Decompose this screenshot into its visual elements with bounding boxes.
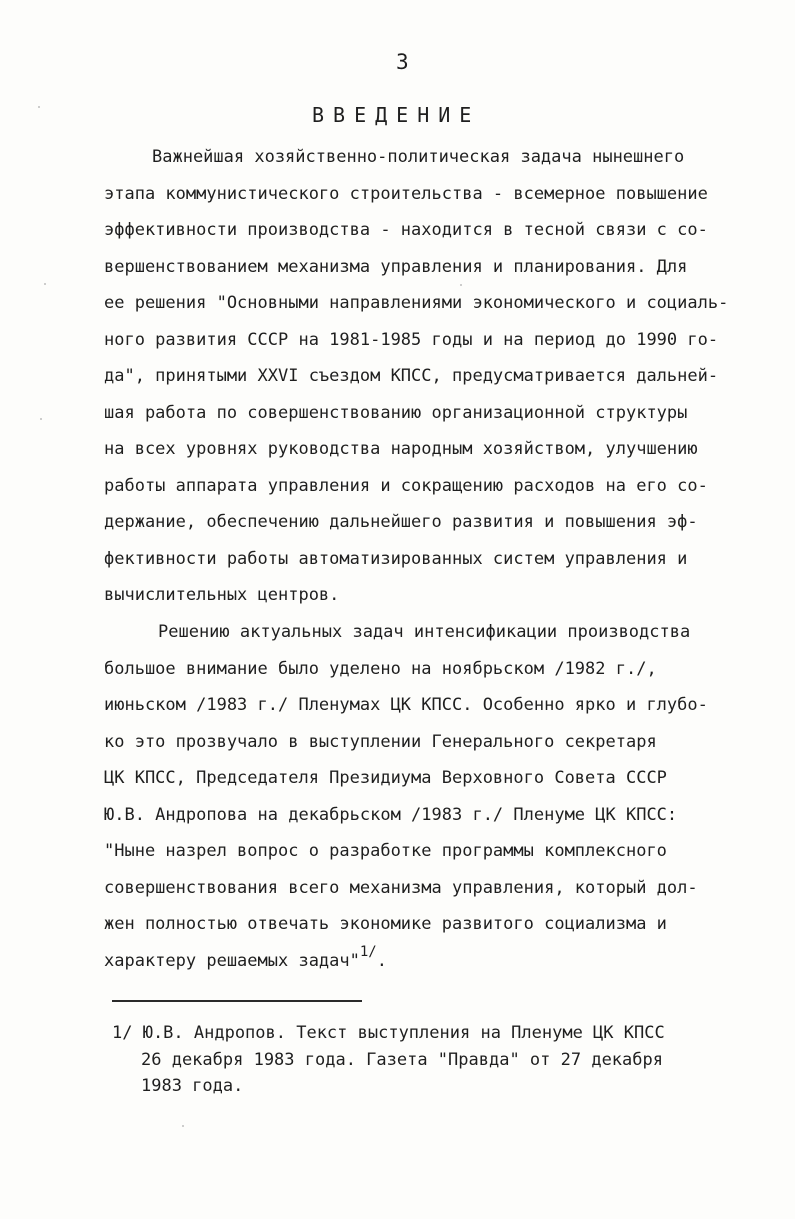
body-line: Ю.В. Андропова на декабрьском /1983 г./ Пленуме ЦК КПСС: — [104, 805, 678, 825]
body-line: фективности работы автоматизированных систем управления и — [104, 549, 688, 569]
footnote-divider — [112, 1000, 362, 1002]
body-line: большое внимание было уделено на ноябрьском /1982 г./, — [104, 659, 657, 679]
body-line: Решению актуальных задач интенсификации производства — [158, 622, 691, 642]
body-line-text: характеру решаемых задач" — [104, 951, 360, 971]
scan-speck — [460, 284, 462, 286]
footnote-line: 26 декабря 1983 года. Газета "Правда" от 27 декабря — [141, 1050, 663, 1070]
scan-speck — [38, 106, 40, 108]
body-line: "Ныне назрел вопрос о разработке программы комплексного — [104, 841, 667, 861]
body-line: совершенствования всего механизма управления, который дол- — [104, 878, 698, 898]
body-line: да", принятыми XXVI съездом КПСС, предусматривается дальней- — [104, 366, 719, 386]
body-line: жен полностью отвечать экономике развитого социализма и — [104, 914, 667, 934]
body-line: держание, обеспечению дальнейшего развития и повышения эф- — [104, 512, 698, 532]
scan-speck — [182, 1125, 184, 1127]
body-line: на всех уровнях руководства народным хозяйством, улучшению — [104, 439, 698, 459]
page-title: ВВЕДЕНИЕ — [312, 103, 481, 127]
body-line: июньском /1983 г./ Пленумах ЦК КПСС. Особенно ярко и глубо- — [104, 695, 708, 715]
body-line: ного развития СССР на 1981-1985 годы и на период до 1990 го- — [104, 330, 719, 350]
body-line: этапа коммунистического строительства - всемерное повышение — [104, 184, 708, 204]
body-line: ЦК КПСС, Председателя Президиума Верховного Совета СССР — [104, 768, 667, 788]
footnote-line: 1983 года. — [141, 1076, 244, 1096]
body-line: вычислительных центров. — [104, 585, 340, 605]
footnote-line: 1/ Ю.В. Андропов. Текст выступления на Пленуме ЦК КПСС — [112, 1023, 665, 1043]
body-line: работы аппарата управления и сокращению расходов на его со- — [104, 476, 708, 496]
scan-speck — [44, 283, 46, 285]
footnote-marker: 1/ — [359, 944, 377, 960]
body-line: Важнейшая хозяйственно-политическая задача нынешнего — [152, 147, 685, 167]
body-line: шая работа по совершенствованию организационной структуры — [104, 403, 688, 423]
body-line: вершенствованием механизма управления и планирования. Для — [104, 257, 688, 277]
page-number: 3 — [396, 50, 409, 74]
sentence-end: . — [376, 951, 387, 971]
body-line: ко это прозвучало в выступлении Генерального секретаря — [104, 732, 657, 752]
body-line-last — [104, 944, 387, 973]
body-line: ее решения "Основными направлениями экономического и социаль- — [104, 293, 729, 313]
body-line: эффективности производства - находится в тесной связи с со- — [104, 220, 708, 240]
scan-speck — [40, 418, 42, 420]
